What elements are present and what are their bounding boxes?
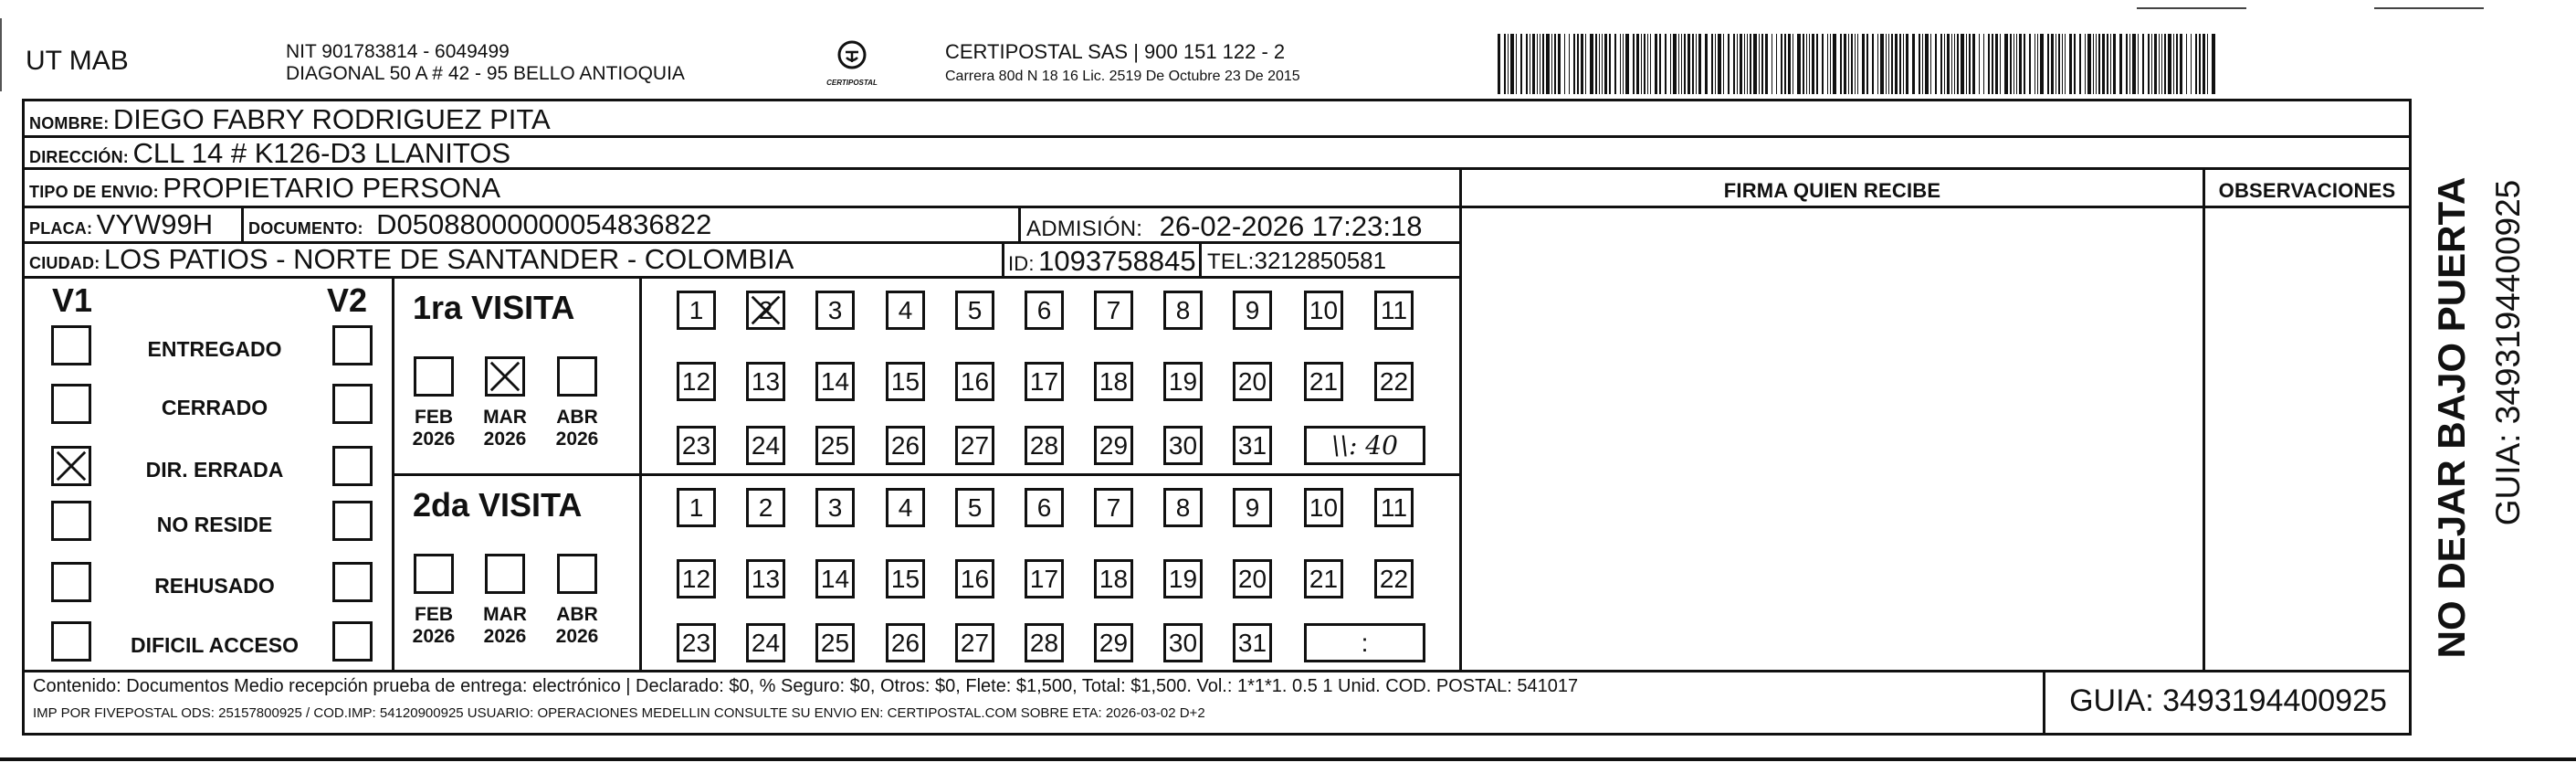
footer-contenido: Contenido: Documentos Medio recepción prueba de entrega: electrónico | Declarado: $0, % Seguro: $0, Otros: $0, Flete: $1,500, Total: $1,500. Vol.: 1*1*1. 0.5 1 Unid. COD. POSTAL: 541017 <box>33 676 1579 696</box>
day-box[interactable]: 13 <box>746 559 785 598</box>
day-box[interactable]: 7 <box>1094 291 1133 330</box>
day-box[interactable]: 12 <box>677 559 716 598</box>
month-name: MAR <box>483 407 527 428</box>
day-box[interactable]: 17 <box>1025 559 1064 598</box>
month-name: ABR <box>556 604 598 625</box>
month-checkbox[interactable] <box>414 554 454 594</box>
day-box[interactable]: 23 <box>677 623 716 662</box>
day-box[interactable]: 28 <box>1025 426 1064 465</box>
sender-nit: NIT 901783814 - 6049499 <box>286 41 510 62</box>
day-box[interactable]: 29 <box>1094 426 1133 465</box>
direccion-label: DIRECCIÓN: <box>29 148 129 166</box>
visit-time[interactable]: : <box>1304 623 1425 662</box>
day-box[interactable]: 17 <box>1025 362 1064 401</box>
tel-label: TEL: <box>1207 249 1255 274</box>
day-box[interactable]: 7 <box>1094 488 1133 527</box>
v2-checkbox[interactable] <box>332 621 373 662</box>
day-box[interactable]: 10 <box>1304 488 1343 527</box>
day-box[interactable]: 23 <box>677 426 716 465</box>
month-checkbox[interactable] <box>485 356 525 397</box>
day-box[interactable]: 18 <box>1094 362 1133 401</box>
day-box[interactable]: 19 <box>1163 559 1203 598</box>
day-box[interactable]: 18 <box>1094 559 1133 598</box>
id-label: ID: <box>1008 252 1035 275</box>
status-label: DIR. ERRADA <box>145 458 284 482</box>
ciudad-label: CIUDAD: <box>29 254 100 272</box>
day-box[interactable]: 3 <box>815 291 855 330</box>
v1-header: V1 <box>52 281 93 319</box>
month-name: FEB <box>415 604 453 625</box>
day-box[interactable]: 9 <box>1233 488 1272 527</box>
day-box[interactable]: 29 <box>1094 623 1133 662</box>
day-box[interactable]: 30 <box>1163 623 1203 662</box>
day-box[interactable]: 31 <box>1233 623 1272 662</box>
v1-checkbox[interactable] <box>51 446 91 486</box>
day-box[interactable]: 30 <box>1163 426 1203 465</box>
placa-label: PLACA: <box>29 219 93 238</box>
v2-checkbox[interactable] <box>332 446 373 486</box>
day-box[interactable]: 31 <box>1233 426 1272 465</box>
day-box[interactable]: 13 <box>746 362 785 401</box>
firma-header: FIRMA QUIEN RECIBE <box>1723 179 1941 202</box>
visit-time[interactable]: \\: 40 <box>1304 426 1425 465</box>
day-box[interactable]: 10 <box>1304 291 1343 330</box>
shipment-barcode <box>1498 34 2228 94</box>
day-box[interactable]: 4 <box>886 488 925 527</box>
day-box[interactable]: 8 <box>1163 291 1203 330</box>
side-warning: NO DEJAR BAJO PUERTA <box>2430 176 2473 659</box>
admision-label: ADMISIÓN: <box>1026 217 1143 241</box>
month-checkbox[interactable] <box>557 554 597 594</box>
month-label <box>550 407 605 450</box>
side-guia: GUIA: 3493194400925 <box>2489 179 2527 526</box>
day-box[interactable]: 5 <box>955 291 994 330</box>
v1-checkbox[interactable] <box>51 621 91 662</box>
day-box[interactable]: 8 <box>1163 488 1203 527</box>
nombre-label: NOMBRE: <box>29 114 110 132</box>
tipo-envio-value: PROPIETARIO PERSONA <box>163 172 501 204</box>
admision-value: 26-02-2026 17:23:18 <box>1159 210 1423 242</box>
day-box[interactable]: 20 <box>1233 559 1272 598</box>
month-year: 2026 <box>483 429 527 450</box>
day-box[interactable]: 1 <box>677 291 716 330</box>
v1-checkbox[interactable] <box>51 501 91 541</box>
ciudad-value: LOS PATIOS - NORTE DE SANTANDER - COLOMBIA <box>103 243 794 275</box>
month-label <box>406 407 461 450</box>
direccion-value: CLL 14 # K126-D3 LLANITOS <box>132 137 511 169</box>
footer-imp: IMP POR FIVEPOSTAL ODS: 25157800925 / COD.IMP: 54120900925 USUARIO: OPERACIONES MEDELLIN CONSULTE SU ENVIO EN: CERTIPOSTAL.COM SOBRE ETA: 2026-03-02 D+2 <box>33 705 1205 721</box>
month-checkbox[interactable] <box>414 356 454 397</box>
day-box[interactable]: 24 <box>746 426 785 465</box>
documento-value: D05088000000054836822 <box>376 208 712 240</box>
nombre-value: DIEGO FABRY RODRIGUEZ PITA <box>112 103 551 135</box>
day-box[interactable]: 5 <box>955 488 994 527</box>
status-label: NO RESIDE <box>156 513 273 536</box>
month-name: FEB <box>415 407 453 428</box>
day-box[interactable]: 12 <box>677 362 716 401</box>
day-box[interactable]: 15 <box>886 559 925 598</box>
day-box[interactable]: 15 <box>886 362 925 401</box>
day-box[interactable]: 26 <box>886 426 925 465</box>
day-box[interactable]: 16 <box>955 559 994 598</box>
v2-checkbox[interactable] <box>332 562 373 602</box>
month-label <box>550 604 605 648</box>
month-year: 2026 <box>412 429 456 450</box>
certipostal-logo: CERTIPOSTAL <box>826 39 878 94</box>
day-box[interactable]: 4 <box>886 291 925 330</box>
tel-value: 3212850581 <box>1254 247 1387 274</box>
status-label: DIFICIL ACCESO <box>130 633 299 657</box>
v1-checkbox[interactable] <box>51 384 91 424</box>
day-box[interactable]: 22 <box>1374 362 1414 401</box>
visit-title: 1ra VISITA <box>413 289 575 326</box>
tipo-envio-label: TIPO DE ENVIO: <box>29 183 159 201</box>
day-box[interactable]: 11 <box>1374 291 1414 330</box>
status-label: CERRADO <box>161 396 268 419</box>
footer-guia: GUIA: 3493194400925 <box>2069 683 2387 718</box>
month-year: 2026 <box>555 429 599 450</box>
day-box[interactable]: 27 <box>955 426 994 465</box>
month-label <box>478 604 532 648</box>
day-box[interactable]: 19 <box>1163 362 1203 401</box>
carrier-name: CERTIPOSTAL SAS | 900 151 122 - 2 <box>945 40 1286 63</box>
day-box[interactable]: 21 <box>1304 362 1343 401</box>
month-label <box>478 407 532 450</box>
day-box[interactable]: 28 <box>1025 623 1064 662</box>
month-checkbox[interactable] <box>485 554 525 594</box>
day-box[interactable]: 20 <box>1233 362 1272 401</box>
day-box[interactable]: 16 <box>955 362 994 401</box>
v2-checkbox[interactable] <box>332 384 373 424</box>
month-year: 2026 <box>555 626 599 647</box>
day-box[interactable]: 21 <box>1304 559 1343 598</box>
month-label <box>406 604 461 648</box>
day-box[interactable]: 6 <box>1025 488 1064 527</box>
day-box[interactable]: 24 <box>746 623 785 662</box>
id-value: 1093758845 <box>1038 245 1196 277</box>
day-box[interactable]: 6 <box>1025 291 1064 330</box>
placa-value: VYW99H <box>96 208 214 240</box>
day-box[interactable]: 26 <box>886 623 925 662</box>
day-box[interactable]: 2 <box>746 488 785 527</box>
status-label: REHUSADO <box>154 574 275 598</box>
sender-name: UT MAB <box>26 46 129 76</box>
day-box[interactable]: 9 <box>1233 291 1272 330</box>
sender-address: DIAGONAL 50 A # 42 - 95 BELLO ANTIOQUIA <box>286 63 685 84</box>
month-name: ABR <box>556 407 598 428</box>
documento-label: DOCUMENTO: <box>248 219 363 238</box>
day-box[interactable]: 14 <box>815 559 855 598</box>
carrier-license: Carrera 80d N 18 16 Lic. 2519 De Octubre 23 De 2015 <box>945 69 1300 84</box>
day-box[interactable]: 27 <box>955 623 994 662</box>
v2-header: V2 <box>327 281 368 319</box>
day-box[interactable]: 25 <box>815 426 855 465</box>
day-box[interactable]: 14 <box>815 362 855 401</box>
v1-checkbox[interactable] <box>51 325 91 365</box>
v2-checkbox[interactable] <box>332 325 373 365</box>
day-box[interactable]: 22 <box>1374 559 1414 598</box>
month-checkbox[interactable] <box>557 356 597 397</box>
day-box[interactable]: 11 <box>1374 488 1414 527</box>
visit-title: 2da VISITA <box>413 486 583 524</box>
day-box[interactable]: 2 <box>746 291 785 330</box>
month-year: 2026 <box>483 626 527 647</box>
status-label: ENTREGADO <box>147 337 282 361</box>
v2-checkbox[interactable] <box>332 501 373 541</box>
month-year: 2026 <box>412 626 456 647</box>
day-box[interactable]: 3 <box>815 488 855 527</box>
day-box[interactable]: 25 <box>815 623 855 662</box>
day-box[interactable]: 1 <box>677 488 716 527</box>
month-name: MAR <box>483 604 527 625</box>
observaciones-header: OBSERVACIONES <box>2218 179 2396 202</box>
v1-checkbox[interactable] <box>51 562 91 602</box>
